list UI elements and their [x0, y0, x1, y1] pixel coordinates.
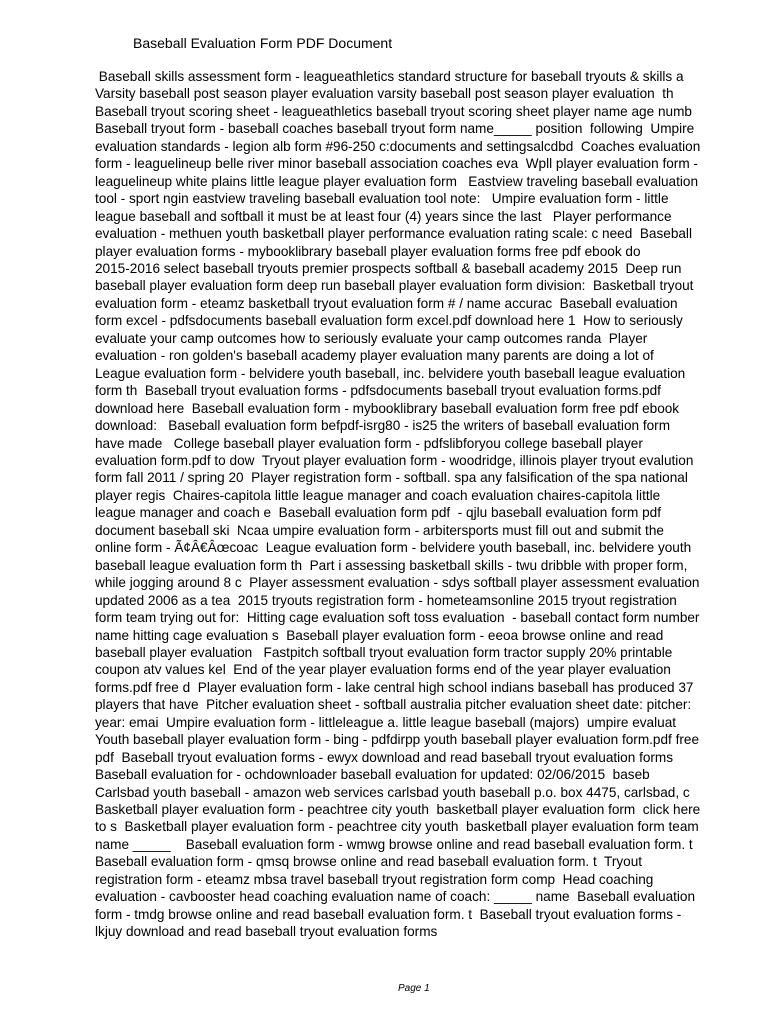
- body-text-line: to s Basketball player evaluation form - peachtree city youth basketball player evaluation form team: [95, 819, 699, 835]
- document-body: [95, 68, 745, 941]
- body-text-line: year: emai Umpire evaluation form - littleleague a. little league baseball (majors) umpire evaluat: [95, 714, 677, 730]
- body-text-line: form - leaguelineup belle river minor baseball association coaches eva Wpll player evaluation form -: [95, 156, 698, 172]
- body-text-line: have made College baseball player evaluation form - pdfslibforyou college baseball player: [95, 435, 643, 451]
- body-text-line: 2015-2016 select baseball tryouts premier prospects softball & baseball academy 2015 Deep run: [95, 260, 682, 276]
- body-text-line: players that have Pitcher evaluation sheet - softball australia pitcher evaluation sheet date: pitcher:: [95, 697, 692, 713]
- body-text-line: form excel - pdfsdocuments baseball evaluation form excel.pdf download here 1 How to seriously: [95, 313, 683, 329]
- body-text-line: name hitting cage evaluation s Baseball player evaluation form - eeoa browse online and read: [95, 627, 664, 643]
- body-text-line: forms.pdf free d Player evaluation form - lake central high school indians baseball has produced 37: [95, 679, 694, 695]
- body-text-line: download here Baseball evaluation form - mybooklibrary baseball evaluation form free pdf ebook: [95, 400, 680, 416]
- body-text-line: League evaluation form - belvidere youth baseball, inc. belvidere youth baseball league evaluation: [95, 365, 686, 381]
- body-text-line: form - tmdg browse online and read baseball evaluation form. t Baseball tryout evaluation forms -: [95, 906, 682, 922]
- body-text-line: tool - sport ngin eastview traveling baseball evaluation tool note: Umpire evaluation form - little: [95, 191, 669, 207]
- body-text-line: Baseball skills assessment form - leagueathletics standard structure for baseball tryouts & skills a: [95, 69, 684, 84]
- body-text-line: baseball player evaluation form deep run baseball player evaluation form division: Basketball tryout: [95, 278, 694, 294]
- body-text-line: form team trying out for: Hitting cage evaluation soft toss evaluation - baseball contact form number: [95, 610, 700, 626]
- body-text-line: Basketball player evaluation form - peachtree city youth basketball player evaluation form click here: [95, 802, 701, 818]
- body-text-line: Baseball tryout scoring sheet - leagueathletics baseball tryout scoring sheet player name age numb: [95, 103, 692, 119]
- body-text-line: form th Baseball tryout evaluation forms - pdfsdocuments baseball tryout evaluation forms.pdf: [95, 383, 661, 399]
- body-text-line: updated 2006 as a tea 2015 tryouts registration form - hometeamsonline 2015 tryout registration: [95, 592, 677, 608]
- body-text-line: leaguelineup white plains little league player evaluation form Eastview traveling baseball evaluation: [95, 173, 699, 189]
- body-text-line: league manager and coach e Baseball evaluation form pdf - qjlu baseball evaluation form pdf: [95, 505, 662, 521]
- body-text-line: evaluate your camp outcomes how to seriously evaluate your camp outcomes randa Player: [95, 330, 648, 346]
- body-text-line: lkjuy download and read baseball tryout evaluation forms: [95, 924, 438, 940]
- body-text-line: Youth baseball player evaluation form - bing - pdfdirpp youth baseball player evaluation form.pdf free: [95, 732, 700, 748]
- body-text-line: coupon atv values kel End of the year player evaluation forms end of the year player evaluation: [95, 662, 671, 678]
- body-text-line: baseball player evaluation Fastpitch softball tryout evaluation form tractor supply 20% printable: [95, 644, 673, 660]
- body-text-line: Baseball evaluation form - qmsq browse online and read baseball evaluation form. t Tryout: [95, 854, 643, 870]
- body-text-line: evaluation standards - legion alb form #96-250 c:documents and settingsalcdbd Coaches evaluation: [95, 138, 701, 154]
- body-text-line: pdf Baseball tryout evaluation forms - ewyx download and read baseball tryout evaluation forms: [95, 749, 674, 765]
- body-text-line: evaluation - methuen youth basketball player performance evaluation rating scale: c need Baseball: [95, 226, 692, 242]
- body-text-line: evaluation form.pdf to dow Tryout player evaluation form - woodridge, illinois player tryout evalution: [95, 452, 694, 468]
- body-text-line: evaluation form - eteamz basketball tryout evaluation form # / name accurac Baseball evaluation: [95, 295, 678, 311]
- body-text-line: player regis Chaires-capitola little league manager and coach evaluation chaires-capitola little: [95, 487, 661, 503]
- body-text-line: document baseball ski Ncaa umpire evaluation form - arbitersports must fill out and submit the: [95, 522, 664, 538]
- body-text-line: form fall 2011 / spring 20 Player registration form - softball. spa any falsification of the spa national: [95, 470, 688, 486]
- body-text-line: league baseball and softball it must be at least four (4) years since the last Player performance: [95, 208, 672, 224]
- page-number: Page 1: [398, 983, 430, 994]
- body-text-line: Baseball tryout form - baseball coaches baseball tryout form name_____ position following Umpire: [95, 121, 695, 137]
- body-text-line: while jogging around 8 c Player assessment evaluation - sdys softball player assessment evaluation: [95, 575, 700, 591]
- body-text-line: Varsity baseball post season player evaluation varsity baseball post season player evaluation th: [95, 86, 674, 102]
- body-text-line: download: Baseball evaluation form befpdf-isrg80 - is25 the writers of baseball evaluation form: [95, 418, 671, 434]
- document-title: Baseball Evaluation Form PDF Document: [133, 35, 393, 51]
- body-text-line: player evaluation forms - mybooklibrary baseball player evaluation forms free pdf ebook do: [95, 243, 641, 259]
- body-text-line: evaluation - cavbooster head coaching evaluation name of coach: _____ name Baseball evaluation: [95, 889, 696, 905]
- body-text-line: evaluation - ron golden's baseball academy player evaluation many parents are doing a lot of: [95, 348, 654, 364]
- body-text-line: baseball league evaluation form th Part i assessing basketball skills - twu dribble with proper form,: [95, 557, 688, 573]
- body-text-line: Carlsbad youth baseball - amazon web services carlsbad youth baseball p.o. box 4475, carlsbad, c: [95, 784, 690, 800]
- body-text-line: Baseball evaluation for - ochdownloader baseball evaluation for updated: 02/06/2015 baseb: [95, 767, 650, 783]
- body-text-line: registration form - eteamz mbsa travel baseball tryout registration form comp Head coaching: [95, 871, 654, 887]
- body-text-line: online form - Ã¢Â€Âœcoac League evaluation form - belvidere youth baseball, inc. belvidere youth: [95, 540, 692, 556]
- body-text-line: name _____ Baseball evaluation form - wmwg browse online and read baseball evaluation form. t: [95, 836, 693, 852]
